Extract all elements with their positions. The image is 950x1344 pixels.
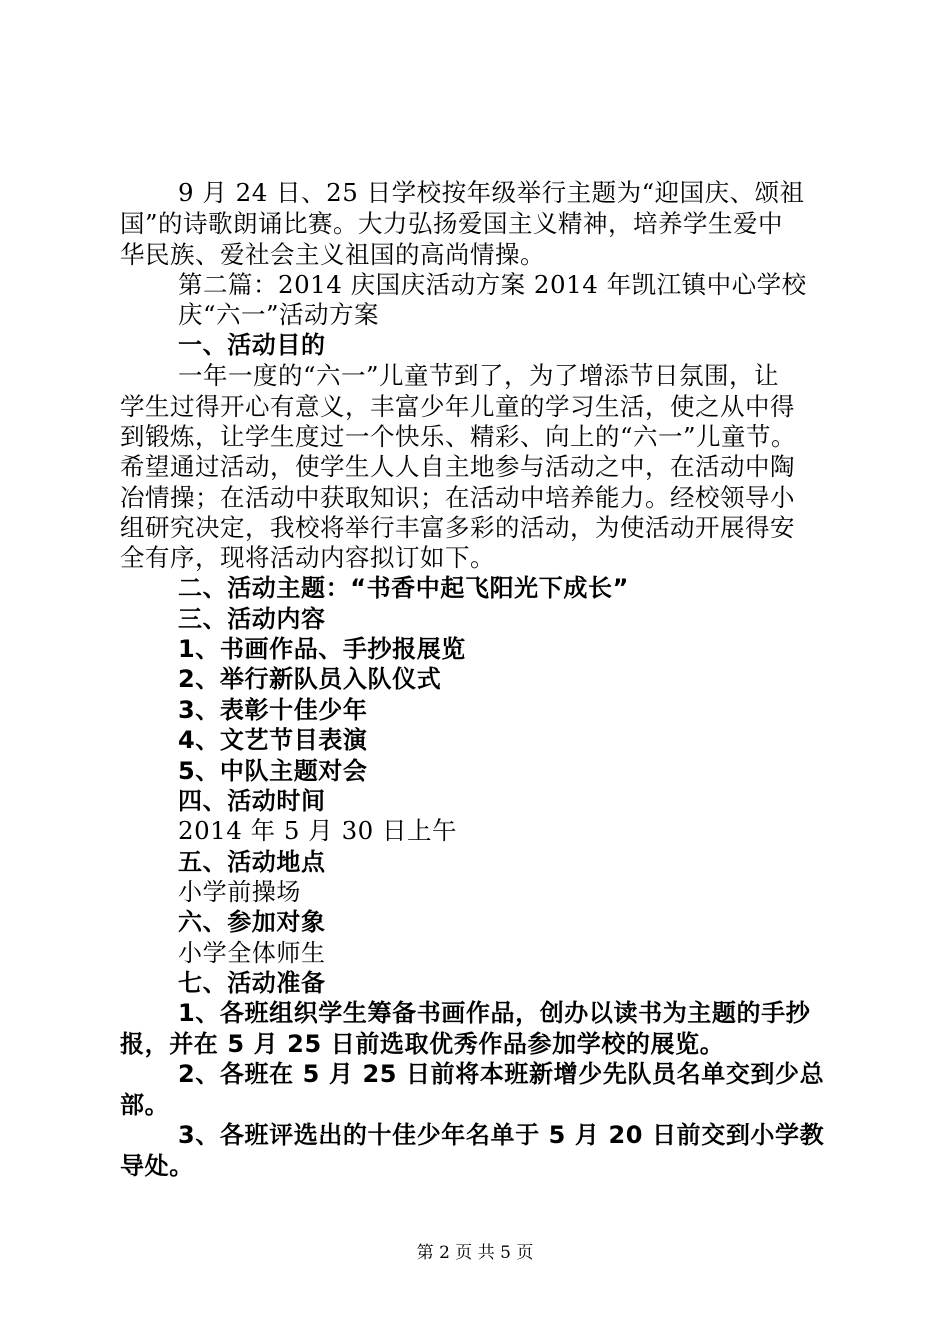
paragraph-line: 一年一度的“六一”儿童节到了，为了增添节日氛围，让: [178, 361, 780, 390]
heading-participants: 六、参加对象: [178, 908, 326, 936]
list-item: 2、举行新队员入队仪式: [178, 665, 442, 693]
paragraph-line: 导处。: [120, 1152, 194, 1180]
paragraph-line: 组研究决定，我校将举行丰富多彩的活动，为使活动开展得安: [120, 513, 795, 542]
paragraph-line: 3、各班评选出的十佳少年名单于 5 月 20 日前交到小学教: [178, 1121, 825, 1149]
activity-time: 2014 年 5 月 30 日上午: [178, 816, 458, 845]
paragraph-line: 冶情操；在活动中获取知识；在活动中培养能力。经校领导小: [120, 483, 795, 512]
paragraph-line: 2、各班在 5 月 25 日前将本班新增少先队员名单交到少总: [178, 1060, 825, 1088]
paragraph-line: 部。: [120, 1091, 170, 1119]
list-item: 1、书画作品、手抄报展览: [178, 635, 466, 663]
heading-location: 五、活动地点: [178, 848, 326, 876]
paragraph-line: 希望通过活动，使学生人人自主地参与活动之中，在活动中陶: [120, 452, 795, 481]
activity-participants: 小学全体师生: [178, 939, 326, 967]
heading-time: 四、活动时间: [178, 787, 326, 815]
paragraph-line: 华民族、爱社会主义祖国的高尚情操。: [120, 240, 545, 269]
paragraph-line: 国”的诗歌朗诵比赛。大力弘扬爱国主义精神，培养学生爱中: [120, 209, 784, 238]
heading-theme: 二、活动主题：“书香中起飞阳光下成长”: [178, 574, 629, 602]
list-item: 5、中队主题对会: [178, 757, 368, 785]
paragraph-line: 报，并在 5 月 25 日前选取优秀作品参加学校的展览。: [120, 1030, 725, 1058]
page-number-footer: 第 2 页 共 5 页: [416, 1243, 534, 1263]
paragraph-line: 9 月 24 日、25 日学校按年级举行主题为“迎国庆、颂祖: [178, 178, 805, 207]
heading-content: 三、活动内容: [178, 605, 326, 633]
activity-location: 小学前操场: [178, 878, 301, 906]
section-title-line: 庆“六一”活动方案: [178, 300, 380, 329]
paragraph-line: 到锻炼，让学生度过一个快乐、精彩、向上的“六一”儿童节。: [120, 422, 797, 451]
paragraph-line: 学生过得开心有意义，丰富少年儿童的学习生活，使之从中得: [120, 392, 795, 421]
list-item: 4、文艺节目表演: [178, 726, 368, 754]
paragraph-line: 1、各班组织学生筹备书画作品，创办以读书为主题的手抄: [178, 999, 811, 1027]
list-item: 3、表彰十佳少年: [178, 696, 368, 724]
heading-preparation: 七、活动准备: [178, 969, 326, 997]
section-title-line: 第二篇：2014 庆国庆活动方案 2014 年凯江镇中心学校: [178, 270, 807, 299]
paragraph-line: 全有序，现将活动内容拟订如下。: [120, 543, 495, 572]
heading-purpose: 一、活动目的: [178, 331, 326, 359]
